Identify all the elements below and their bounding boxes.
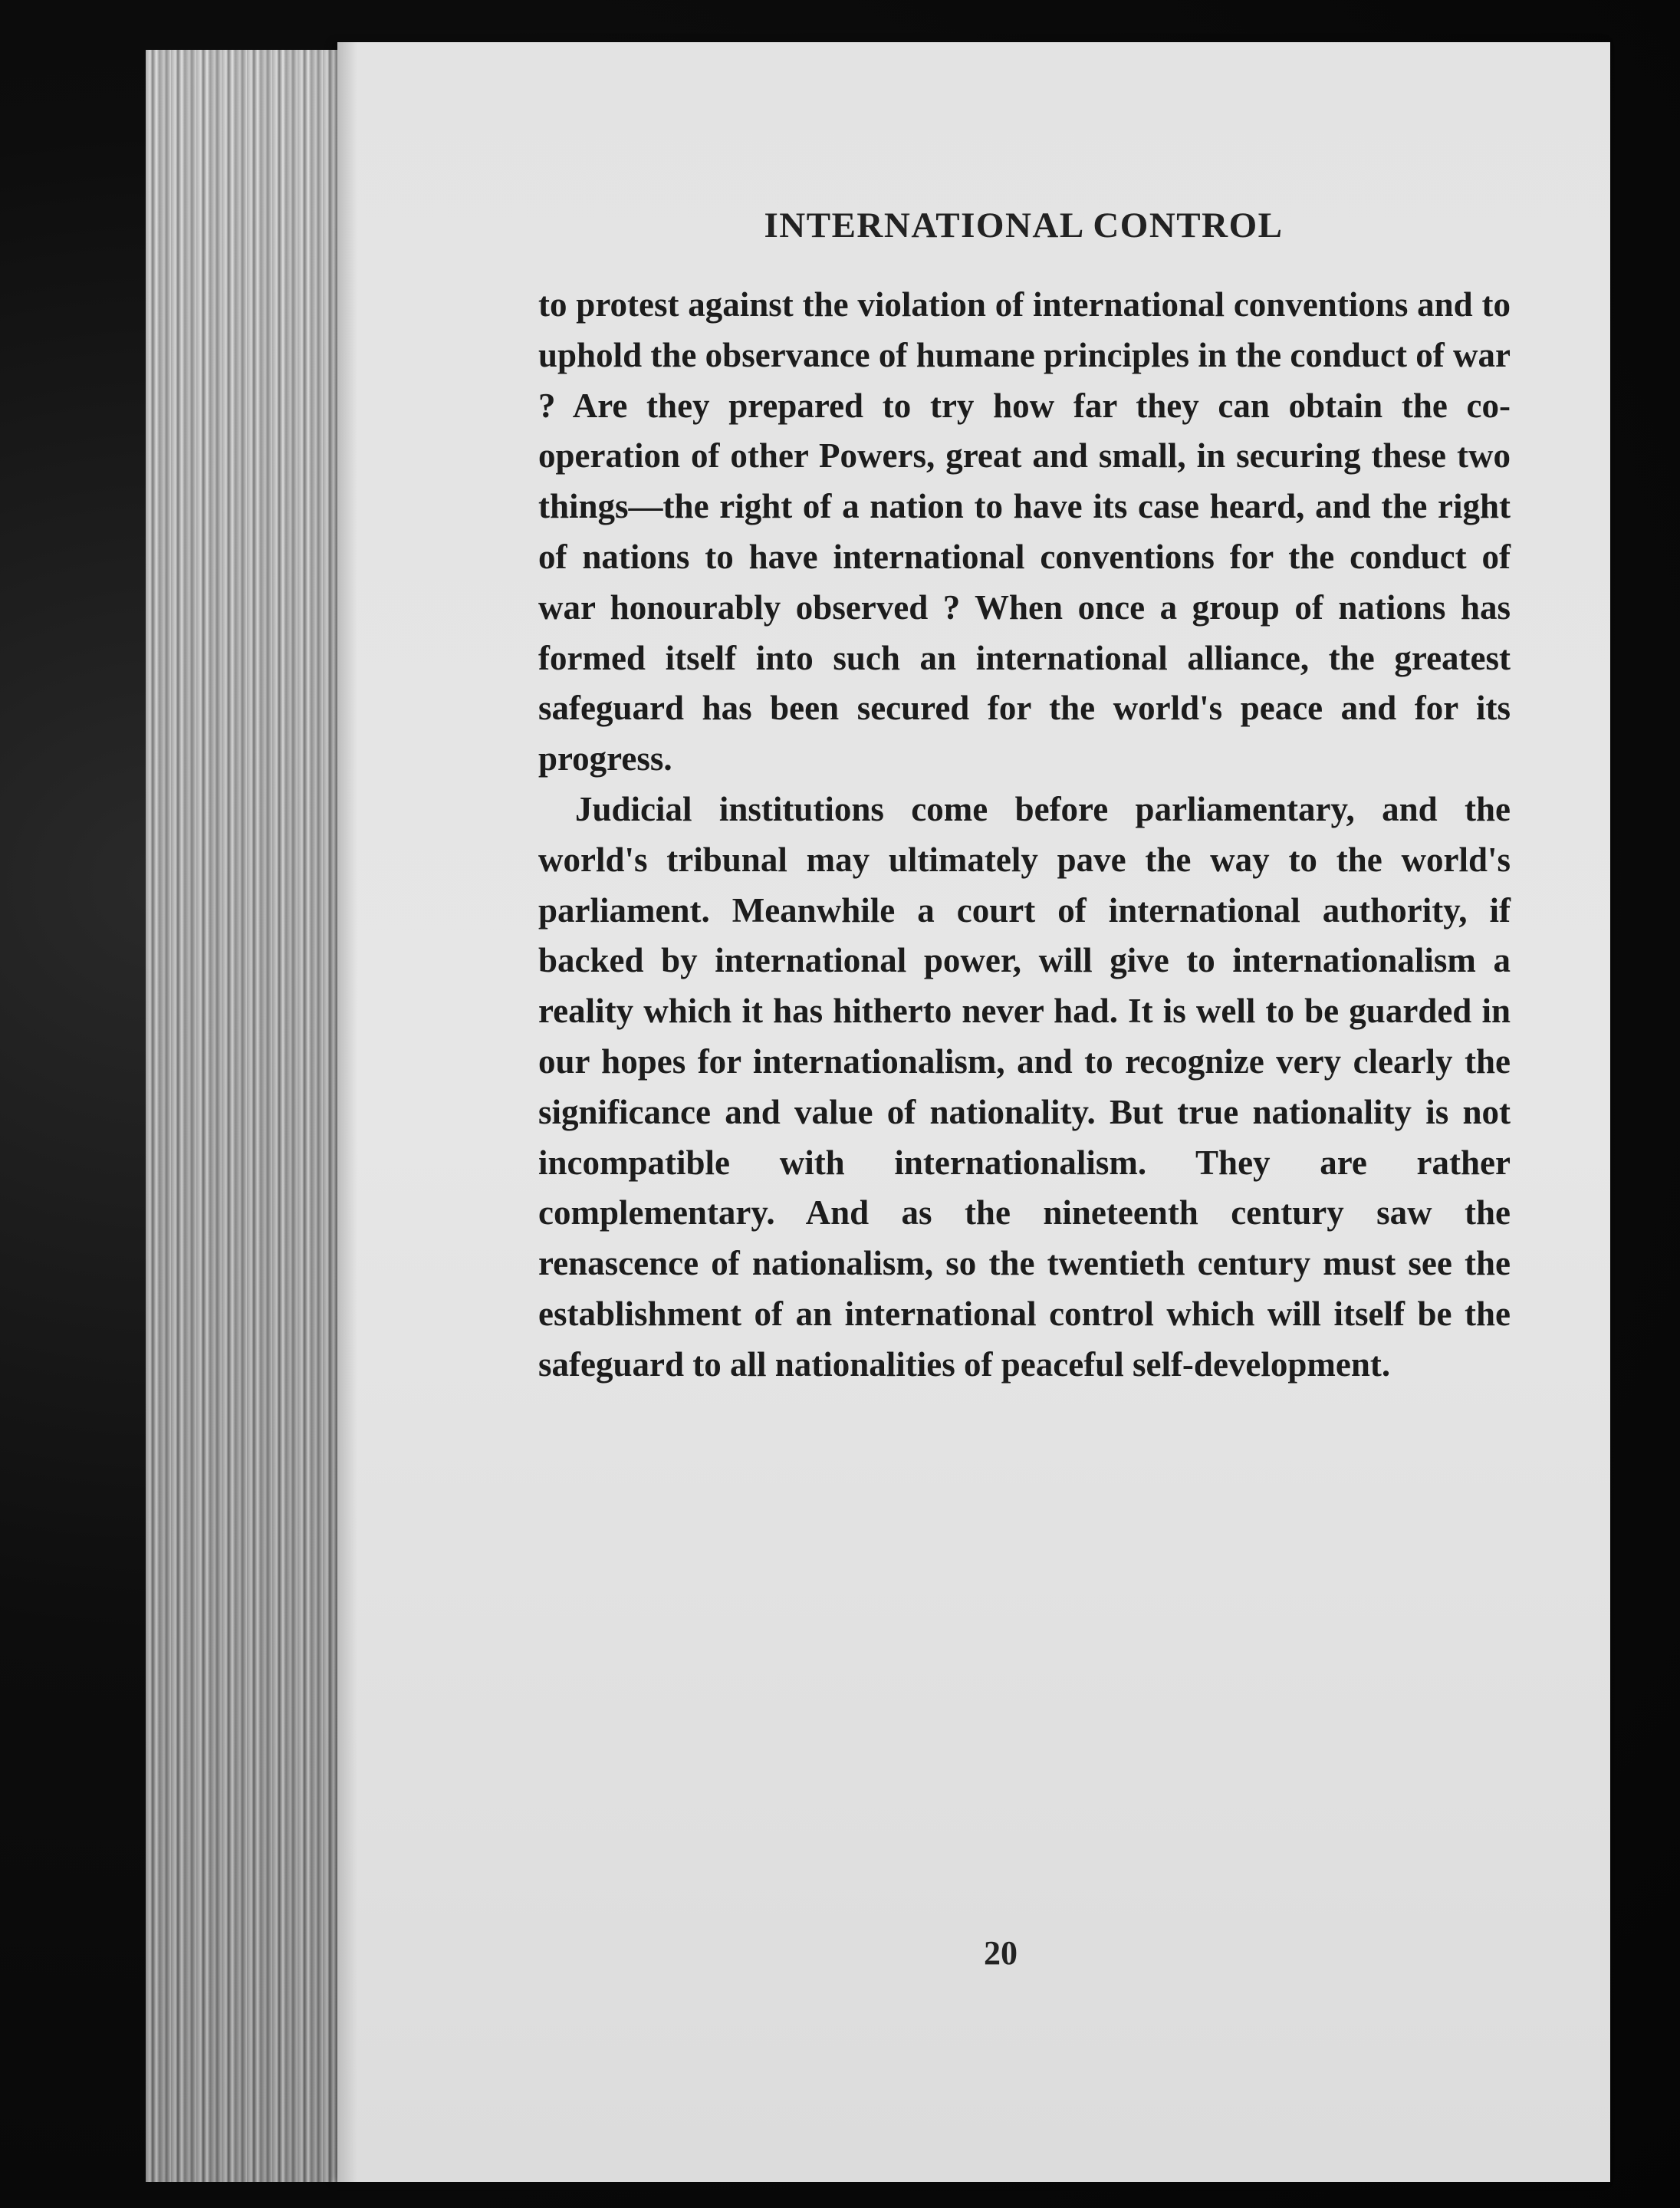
body-text — [538, 280, 1511, 1390]
paragraph-2: Judicial institutions come before parliamentary, and the world's tribunal may ultimately pave the way to the world's parliament. Meanwhile a court of international authority, if backed by international power, will give to internationalism a reality which it has hitherto never had. It is well to be guarded in our hopes for internationalism, and to recognize very clearly the significance and value of nationality. But true nationality is not incompatible with internationalism. They are rather complementary. And as the nineteenth century saw the renascence of nationalism, so the twentieth century must see the establishment of an international control which will itself be the safeguard to all nationalities of peaceful self-development. — [538, 789, 1511, 1384]
book-page — [337, 42, 1610, 2182]
page-number: 20 — [984, 1934, 1018, 1972]
running-head: INTERNATIONAL CONTROL — [764, 206, 1284, 245]
paragraph-1: to protest against the violation of international conventions and to uphold the observance of humane principles in the conduct of war ? Are they prepared to try how far they can obtain the co-operation of other Powers, great and small, in securing these two things—the right of a nation to have its case heard, and the right of nations to have international conventions for the conduct of war honourably observed ? When once a group of nations has formed itself into such an international alliance, the greatest safeguard has been secured for the world's peace and for its progress. — [538, 285, 1511, 778]
book-page-edges — [146, 50, 360, 2182]
